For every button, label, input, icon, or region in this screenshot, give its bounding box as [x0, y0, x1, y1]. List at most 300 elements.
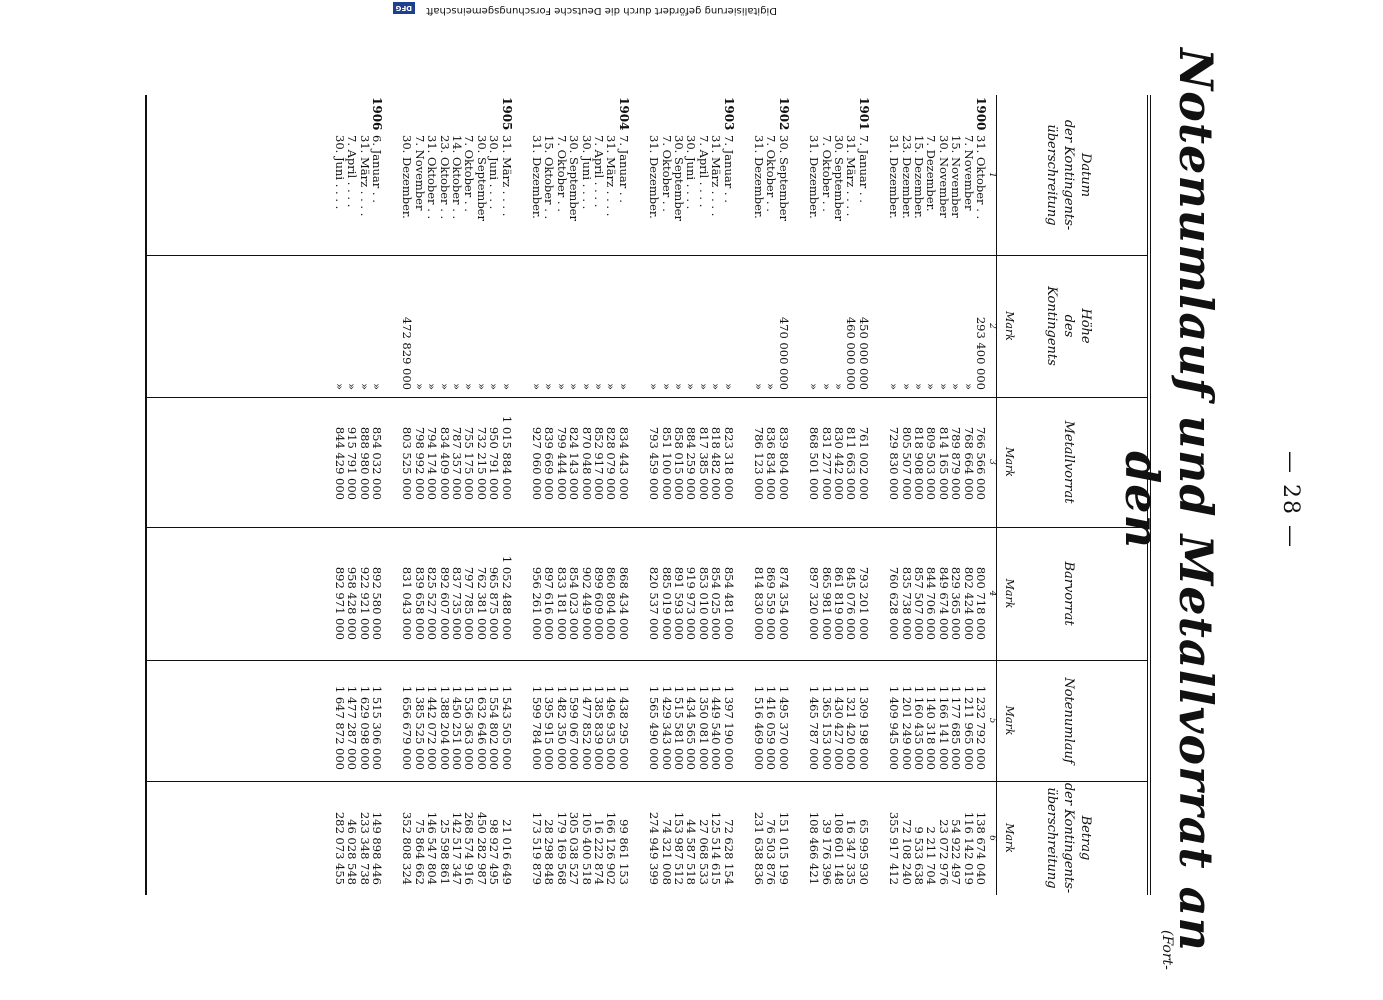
- cell-date: 7. April . . . .: [696, 135, 711, 208]
- cell-excess: 231 638 836: [752, 811, 766, 885]
- cell-metal: 794 174 000: [425, 426, 440, 500]
- column-divider: [147, 397, 1147, 398]
- cell-quota: »: [832, 382, 846, 390]
- cell-date: 31. Oktober . .: [425, 135, 440, 220]
- column-unit: Mark: [1003, 447, 1016, 477]
- cell-metal: 868 501 000: [807, 426, 822, 500]
- column-header-line: Metallvorrat: [1061, 420, 1077, 504]
- cell-excess: 268 574 916: [462, 811, 477, 885]
- cell-bar: 825 527 000: [425, 566, 440, 640]
- cell-excess: 282 073 455: [332, 811, 347, 885]
- cell-excess: 179 169 568: [554, 811, 569, 885]
- cell-notes: 1 629 098 000: [357, 685, 372, 770]
- column-divider: [147, 781, 1147, 782]
- table-row: [605, 95, 617, 895]
- column-divider: [147, 660, 1147, 661]
- cell-date: 31. Dezember.: [887, 135, 902, 219]
- cell-quota: »: [542, 382, 557, 390]
- cell-excess: 233 348 738: [357, 811, 372, 885]
- cell-excess: 54 922 497: [949, 819, 964, 885]
- column-divider: [147, 527, 1147, 528]
- cell-excess: 355 917 412: [887, 811, 902, 885]
- cell-quota: »: [567, 382, 582, 390]
- cell-bar: 1 052 488 000: [499, 555, 514, 640]
- cell-notes: 1 409 945 000: [887, 685, 902, 770]
- cell-quota: 472 829 000: [400, 316, 415, 390]
- cell-excess: 23 072 976: [936, 819, 951, 885]
- cell-notes: 1 477 852 000: [579, 685, 594, 770]
- cell-excess: 153 987 512: [672, 811, 686, 885]
- cell-notes: 1 632 646 000: [474, 685, 489, 770]
- cell-notes: 1 465 787 000: [807, 685, 822, 770]
- cell-date: 31. Dezember.: [807, 135, 822, 219]
- cell-quota: »: [899, 382, 914, 390]
- cell-date: 23. Dezember.: [899, 135, 914, 219]
- cell-notes: 1 516 469 000: [752, 685, 766, 770]
- table-row: [346, 95, 358, 895]
- cell-bar: 797 785 000: [462, 566, 477, 640]
- cell-notes: 1 565 490 000: [647, 685, 662, 770]
- cell-excess: 274 949 399: [647, 811, 662, 885]
- cell-quota: »: [709, 382, 724, 390]
- column-number: 1: [987, 172, 997, 178]
- cell-date: 30. September: [567, 135, 582, 221]
- cell-metal: 834 409 000: [437, 426, 452, 500]
- cell-date: 31. März . . . .: [499, 135, 514, 217]
- cell-excess: 138 674 040: [974, 811, 988, 885]
- cell-quota: 450 000 000: [856, 316, 871, 390]
- cell-excess: 105 400 518: [579, 811, 594, 885]
- cell-quota: »: [659, 382, 674, 390]
- cell-quota: »: [721, 382, 736, 390]
- cell-quota: »: [752, 382, 766, 390]
- data-table: [145, 95, 1151, 895]
- cell-quota: 293 400 000: [974, 316, 988, 390]
- cell-quota: »: [332, 382, 347, 390]
- table-row: [833, 95, 845, 895]
- cell-bar: 831 043 000: [400, 566, 415, 640]
- cell-metal: 836 834 000: [764, 426, 779, 500]
- table-row: [531, 95, 543, 895]
- column-unit: Mark: [1003, 823, 1016, 853]
- table-row: [821, 95, 833, 895]
- cell-quota: »: [949, 382, 964, 390]
- cell-date: 31. Dezember.: [530, 135, 544, 219]
- table-row: [710, 95, 722, 895]
- column-header-line: Kontingents: [1044, 286, 1060, 366]
- cell-metal: 755 175 000: [462, 426, 477, 500]
- cell-metal: 787 357 000: [450, 426, 464, 500]
- cell-notes: 1 395 915 000: [542, 685, 557, 770]
- cell-metal: 814 165 000: [936, 426, 951, 500]
- cell-excess: 450 282 987: [474, 811, 489, 885]
- cell-metal: 852 917 000: [592, 426, 606, 500]
- column-header-line: des: [1061, 314, 1077, 338]
- column-number: 2: [987, 323, 997, 329]
- page-title: Notenumlauf und Metallvorrat an den: [1115, 48, 1223, 952]
- table-row: [913, 95, 925, 895]
- cell-notes: 1 442 072 000: [425, 685, 440, 770]
- cell-date: 6. Januar . .: [370, 135, 384, 203]
- table-row: [673, 95, 685, 895]
- cell-metal: 809 503 000: [924, 426, 939, 500]
- cell-bar: 845 076 000: [844, 566, 859, 640]
- cell-notes: 1 599 067 000: [567, 685, 582, 770]
- cell-date: 23. Oktober . .: [437, 135, 452, 220]
- cell-quota: 470 000 000: [776, 316, 791, 390]
- column-header-line: überschreitung: [1044, 124, 1060, 226]
- cell-notes: 1 554 802 000: [487, 685, 502, 770]
- cell-excess: 151 015 199: [776, 811, 791, 885]
- cell-bar: 820 537 000: [647, 566, 662, 640]
- cell-bar: 853 010 000: [696, 566, 711, 640]
- table-row: [808, 95, 820, 895]
- cell-metal: 817 385 000: [696, 426, 711, 500]
- cell-date: 7. Oktober . .: [819, 135, 834, 212]
- cell-notes: 1 496 935 000: [604, 685, 619, 770]
- table-row: [401, 95, 413, 895]
- cell-metal: 761 002 000: [856, 426, 871, 500]
- table-row: [723, 95, 735, 895]
- table-row: [901, 95, 913, 895]
- cell-excess: 125 514 615: [709, 811, 724, 885]
- cell-metal: 803 525 000: [400, 426, 415, 500]
- cell-quota: »: [437, 382, 452, 390]
- cell-bar: 902 449 000: [579, 566, 594, 640]
- digitization-note-text: Digitalisierung gefördert durch die Deutsche Forschungsgemeinschaft: [426, 5, 777, 16]
- cell-quota: »: [912, 382, 926, 390]
- cell-notes: 1 177 685 000: [949, 685, 964, 770]
- cell-metal: 915 791 000: [345, 426, 360, 500]
- cell-quota: »: [684, 382, 699, 390]
- cell-metal: 858 015 000: [672, 426, 686, 500]
- table-row: [778, 95, 790, 895]
- cell-bar: 922 921 000: [357, 566, 372, 640]
- cell-notes: 1 543 505 000: [499, 685, 514, 770]
- cell-notes: 1 416 059 000: [764, 685, 779, 770]
- cell-excess: 108 601 148: [832, 811, 846, 885]
- cell-quota: »: [647, 382, 662, 390]
- column-header-6: [987, 781, 1139, 895]
- cell-bar: 844 706 000: [924, 566, 939, 640]
- cell-metal: 818 482 000: [709, 426, 724, 500]
- cell-excess: 65 995 930: [856, 819, 871, 885]
- cell-quota: »: [412, 382, 427, 390]
- cell-notes: 1 232 792 000: [974, 685, 988, 770]
- column-header-line: Betrag: [1078, 815, 1094, 861]
- table-row: [581, 95, 593, 895]
- cell-notes: 1 482 350 000: [554, 685, 569, 770]
- table-row: [593, 95, 605, 895]
- cell-quota: »: [474, 382, 489, 390]
- table-row: [618, 95, 630, 895]
- cell-quota: »: [604, 382, 619, 390]
- cell-notes: 1 201 249 000: [899, 685, 914, 770]
- cell-excess: 166 126 902: [604, 811, 619, 885]
- cell-date: 14. Oktober . .: [450, 135, 464, 220]
- cell-metal: 834 443 000: [616, 426, 631, 500]
- cell-bar: 854 025 000: [709, 566, 724, 640]
- year-label: 1901: [856, 97, 871, 131]
- table-row: [661, 95, 673, 895]
- cell-metal: 830 442 000: [832, 426, 846, 500]
- cell-metal: 786 123 000: [752, 426, 766, 500]
- cell-date: 7. April . . . .: [345, 135, 360, 208]
- cell-quota: »: [425, 382, 440, 390]
- page-number: — 28 —: [1278, 451, 1303, 549]
- cell-notes: 1 388 204 000: [437, 685, 452, 770]
- cell-date: 30. Juni . . . .: [332, 135, 347, 210]
- cell-metal: 799 444 000: [554, 426, 569, 500]
- header-rule: [996, 95, 997, 895]
- column-header-3: [987, 397, 1139, 527]
- column-header-line: Datum: [1078, 152, 1094, 198]
- column-unit: Mark: [1003, 311, 1016, 341]
- cell-bar: 892 607 000: [437, 566, 452, 640]
- cell-date: 30. September: [672, 135, 686, 221]
- cell-bar: 829 365 000: [949, 566, 964, 640]
- table-row: [451, 95, 463, 895]
- cell-quota: »: [370, 382, 384, 390]
- cell-excess: 98 927 495: [487, 819, 502, 885]
- cell-quota: »: [450, 382, 464, 390]
- cell-quota: »: [530, 382, 544, 390]
- cell-metal: 818 908 000: [912, 426, 926, 500]
- cell-bar: 891 593 000: [672, 566, 686, 640]
- cell-quota: »: [499, 382, 514, 390]
- cell-bar: 897 616 000: [542, 566, 557, 640]
- table-row: [463, 95, 475, 895]
- cell-date: 7. Oktober . .: [764, 135, 779, 212]
- cell-notes: 1 434 565 000: [684, 685, 699, 770]
- cell-bar: 802 424 000: [961, 566, 976, 640]
- cell-date: 15. November: [949, 135, 964, 218]
- cell-date: 7. November: [961, 135, 976, 211]
- table-row: [765, 95, 777, 895]
- cell-excess: 142 517 347: [450, 811, 464, 885]
- cell-notes: 1 450 251 000: [450, 685, 464, 770]
- cell-date: 31. März . . . .: [844, 135, 859, 217]
- title-continuation: (Fort-: [1159, 930, 1175, 970]
- cell-excess: 28 298 848: [542, 819, 557, 885]
- column-header-4: [987, 527, 1139, 660]
- column-header-line: Höhe: [1078, 308, 1094, 344]
- cell-notes: 1 211 965 000: [961, 685, 976, 770]
- cell-notes: 1 385 525 000: [412, 685, 427, 770]
- cell-bar: 762 381 000: [474, 566, 489, 640]
- table-row: [334, 95, 346, 895]
- table-row: [439, 95, 451, 895]
- year-label: 1903: [721, 97, 736, 131]
- table-row: [938, 95, 950, 895]
- cell-date: 7. Januar . .: [616, 135, 631, 203]
- cell-quota: 460 000 000: [844, 316, 859, 390]
- column-number: 3: [987, 459, 997, 465]
- table-row: [950, 95, 962, 895]
- cell-bar: 854 023 000: [567, 566, 582, 640]
- cell-date: 7. Oktober . .: [554, 135, 569, 212]
- cell-notes: 1 536 363 000: [462, 685, 477, 770]
- cell-quota: »: [462, 382, 477, 390]
- cell-notes: 1 515 581 000: [672, 685, 686, 770]
- cell-bar: 849 674 000: [936, 566, 951, 640]
- cell-excess: 27 068 533: [696, 819, 711, 885]
- cell-date: 30. Dezember.: [400, 135, 415, 219]
- column-number: 5: [987, 717, 997, 724]
- cell-excess: 99 861 153: [616, 819, 631, 885]
- column-header-line: überschreitung: [1044, 787, 1060, 889]
- cell-metal: 823 318 000: [721, 426, 736, 500]
- cell-notes: 1 166 141 000: [936, 685, 951, 770]
- cell-quota: »: [592, 382, 606, 390]
- cell-notes: 1 365 153 000: [819, 685, 834, 770]
- table-row: [858, 95, 870, 895]
- cell-excess: 21 016 649: [499, 819, 514, 885]
- table-row: [888, 95, 900, 895]
- cell-quota: »: [696, 382, 711, 390]
- cell-excess: 116 142 019: [961, 811, 976, 885]
- cell-metal: 793 459 000: [647, 426, 662, 500]
- column-header-1: [987, 95, 1139, 255]
- digitization-note: [387, 4, 777, 16]
- cell-excess: 108 466 421: [807, 811, 822, 885]
- table-row: [698, 95, 710, 895]
- year-label: 1906: [370, 97, 384, 131]
- cell-notes: 1 309 198 000: [856, 685, 871, 770]
- cell-date: 7. Januar . .: [856, 135, 871, 203]
- cell-date: 7. April . . . .: [592, 135, 606, 208]
- cell-metal: 888 980 000: [357, 426, 372, 500]
- column-unit: Mark: [1003, 578, 1016, 609]
- cell-quota: »: [887, 382, 902, 390]
- cell-bar: 899 609 000: [592, 566, 606, 640]
- column-unit: Mark: [1003, 705, 1016, 736]
- cell-date: 7. Dezember.: [924, 135, 939, 212]
- table-row: [845, 95, 857, 895]
- cell-metal: 789 879 000: [949, 426, 964, 500]
- cell-notes: 1 429 343 000: [659, 685, 674, 770]
- cell-bar: 861 819 000: [832, 566, 846, 640]
- cell-bar: 897 320 000: [807, 566, 822, 640]
- table-row: [963, 95, 975, 895]
- year-label: 1904: [616, 97, 631, 131]
- cell-excess: 74 321 008: [659, 819, 674, 885]
- cell-excess: 16 347 335: [844, 819, 859, 885]
- cell-bar: 854 481 000: [721, 566, 736, 640]
- table-row: [359, 95, 371, 895]
- cell-bar: 800 718 000: [974, 566, 988, 640]
- cell-excess: 76 503 876: [764, 819, 779, 885]
- cell-metal: 839 804 000: [776, 426, 791, 500]
- cell-quota: »: [672, 382, 686, 390]
- cell-quota: »: [487, 382, 502, 390]
- cell-bar: 919 973 000: [684, 566, 699, 640]
- cell-excess: 46 028 548: [345, 819, 360, 885]
- column-header-line: der Kontingents-: [1061, 782, 1077, 894]
- cell-date: 30. Juni . . . .: [487, 135, 502, 210]
- cell-notes: 1 477 287 000: [345, 685, 360, 770]
- cell-metal: 839 669 000: [542, 426, 557, 500]
- cell-quota: »: [961, 382, 976, 390]
- cell-notes: 1 321 420 000: [844, 685, 859, 770]
- cell-notes: 1 350 081 000: [696, 685, 711, 770]
- cell-notes: 1 647 872 000: [332, 685, 347, 770]
- cell-bar: 868 434 000: [616, 566, 631, 640]
- cell-metal: 884 259 000: [684, 426, 699, 500]
- cell-notes: 1 385 839 000: [592, 685, 606, 770]
- table-row: [501, 95, 513, 895]
- cell-quota: »: [936, 382, 951, 390]
- cell-date: 7. Oktober . .: [462, 135, 477, 212]
- cell-date: 31. Dezember.: [647, 135, 662, 219]
- column-header-line: Notenumlauf: [1061, 677, 1077, 764]
- cell-excess: 25 598 861: [437, 819, 452, 885]
- column-header-line: der Kontingents-: [1061, 119, 1077, 231]
- cell-excess: 72 628 154: [721, 819, 736, 885]
- cell-date: 31. Dezember.: [752, 135, 766, 219]
- cell-bar: 760 628 000: [887, 566, 902, 640]
- column-header-line: Barvorrat: [1061, 561, 1077, 626]
- cell-notes: 1 397 190 000: [721, 685, 736, 770]
- table-row: [426, 95, 438, 895]
- cell-excess: 2 211 704: [924, 826, 939, 885]
- table-row: [556, 95, 568, 895]
- cell-excess: 352 808 324: [400, 811, 415, 885]
- cell-bar: 793 201 000: [856, 566, 871, 640]
- cell-bar: 885 019 000: [659, 566, 674, 640]
- cell-bar: 965 875 000: [487, 566, 502, 640]
- cell-excess: 75 864 662: [412, 819, 427, 885]
- cell-notes: 1 140 318 000: [924, 685, 939, 770]
- cell-date: 7. November: [412, 135, 427, 211]
- dfg-logo-icon: DFG: [393, 2, 415, 14]
- cell-metal: 729 830 000: [887, 426, 902, 500]
- table-row: [685, 95, 697, 895]
- cell-date: 31. März . . . .: [604, 135, 619, 217]
- cell-bar: 833 181 000: [554, 566, 569, 640]
- cell-notes: 1 495 370 000: [776, 685, 791, 770]
- cell-bar: 839 658 000: [412, 566, 427, 640]
- cell-metal: 1 015 884 000: [499, 415, 514, 500]
- column-number: 6: [987, 835, 997, 841]
- cell-notes: 1 438 295 000: [616, 685, 631, 770]
- table-row: [543, 95, 555, 895]
- cell-date: 30. November: [936, 135, 951, 218]
- cell-date: 30. September: [832, 135, 846, 221]
- table-row: [371, 95, 383, 895]
- year-label: 1905: [499, 97, 514, 131]
- cell-bar: 892 971 000: [332, 566, 347, 640]
- cell-bar: 865 981 000: [819, 566, 834, 640]
- cell-bar: 814 830 000: [752, 566, 766, 640]
- cell-bar: 869 559 000: [764, 566, 779, 640]
- table-row: [648, 95, 660, 895]
- cell-excess: 39 176 396: [819, 819, 834, 885]
- cell-quota: »: [357, 382, 372, 390]
- cell-metal: 824 143 000: [567, 426, 582, 500]
- year-label: 1902: [776, 97, 791, 131]
- cell-metal: 851 100 000: [659, 426, 674, 500]
- cell-quota: »: [554, 382, 569, 390]
- table-row: [476, 95, 488, 895]
- cell-notes: 1 160 435 000: [912, 685, 926, 770]
- cell-metal: 732 215 000: [474, 426, 489, 500]
- cell-date: 31. März . . . .: [357, 135, 372, 217]
- cell-bar: 956 261 000: [530, 566, 544, 640]
- cell-excess: 9 533 638: [912, 826, 926, 885]
- cell-metal: 828 079 000: [604, 426, 619, 500]
- cell-date: 30. Juni . . . .: [579, 135, 594, 210]
